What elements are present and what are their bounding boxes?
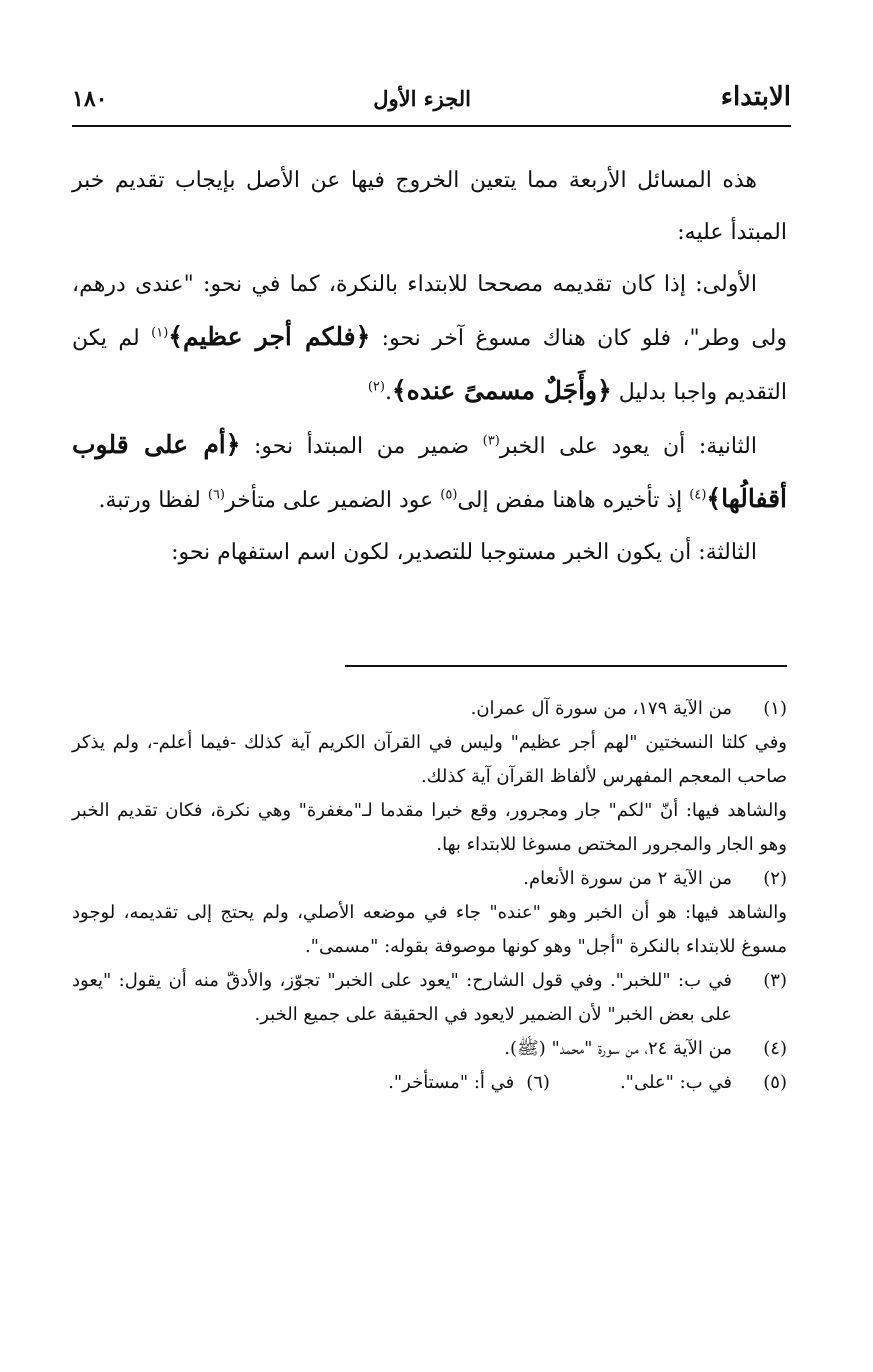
footnotes	[72, 692, 787, 1100]
footnote-ref: (٥)	[440, 487, 458, 503]
text-run: لم يكن التقديم واجبا بدليل	[72, 326, 787, 405]
footnote	[72, 964, 787, 1032]
footnote-ref: (٣)	[482, 433, 500, 449]
footnote-number: (٦)	[526, 1072, 550, 1093]
footnote-rule	[345, 665, 787, 667]
footnote-text: من الآية ٢ من سورة الأنعام.	[523, 868, 732, 889]
footnote-text: والشاهد فيها: هو أن الخبر وهو "عنده" جاء في موضعه الأصلي، ولم يحتج إلى تقديمه، لوجود مسوغ للابتداء بالنكرة "أجل" وهو كونها موصوفة بقوله: "مسمى".	[72, 902, 787, 957]
text-run: الأولى: إذا كان تقديمه مصححا للابتداء بالنكرة، كما في نحو: "عندى درهم، ولى وطر"، فلو كان هناك مسوغ آخر نحو:	[72, 272, 787, 351]
footnote-ref: (٤)	[689, 487, 707, 503]
spacer	[514, 1066, 526, 1100]
footnote-text: في ب: "للخبر". وفي قول الشارح: "يعود على الخبر" تجوّز، والأدقّ منه أن يقول: "يعود على بعض الخبر" لأن الضمير لايعود في الحقيقة على جميع الخبر.	[72, 970, 732, 1025]
footnote-number: (٣)	[763, 970, 787, 991]
main-text	[72, 155, 787, 579]
footnote	[72, 862, 787, 896]
page-number: ١٨٠	[72, 86, 108, 112]
quran-quote: ﴿وأَجَلٌ مسمىً عنده﴾	[391, 376, 612, 405]
paragraph-first	[72, 259, 787, 419]
text-run: .	[384, 380, 392, 405]
footnote-text: في ب: "على".	[619, 1072, 732, 1093]
text-run: إذ تأخيره هاهنا مفض إلى	[457, 488, 690, 513]
footnote-ref: (٢)	[367, 379, 385, 395]
text-run: ضمير من المبتدأ نحو:	[240, 434, 483, 459]
spacer	[550, 1066, 620, 1100]
footnote-number: (٥)	[763, 1072, 787, 1093]
page-header	[72, 82, 791, 122]
quran-quote: ﴿أم على قلوب أقفالُها﴾	[72, 430, 787, 513]
paragraph-third: الثالثة: أن يكون الخبر مستوجبا للتصدير، لكون اسم استفهام نحو:	[171, 540, 757, 565]
footnote-text: والشاهد فيها: أنّ "لكم" جار ومجرور، وقع خبرا مقدما لـ"مغفرة" وهي نكرة، فكان تقديم الخبر وهو الجار والمجرور المختص مسوغا للابتداء بها.	[72, 800, 787, 855]
footnote	[72, 692, 787, 726]
footnote-text: من الآية ٢٤، من سورة "محمد" (ﷺ).	[504, 1038, 732, 1059]
paragraph-second	[72, 419, 787, 527]
footnote-number: (٤)	[763, 1038, 787, 1059]
footnote	[72, 1032, 787, 1066]
footnote-text: من الآية ١٧٩، من سورة آل عمران.	[470, 698, 732, 719]
footnote-text: وفي كلتا النسختين "لهم أجر عظيم" وليس في القرآن الكريم آية كذلك -فيما أعلم-، ولم يذكر صاحب المعجم المفهرس لألفاظ القرآن آية كذلك.	[72, 732, 787, 787]
text-run: الثانية: أن يعود على الخبر	[499, 434, 757, 459]
footnote-number: (١)	[763, 698, 787, 719]
quran-quote: ﴿فلكم أجر عظيم﴾	[168, 322, 371, 351]
footnote-number: (٢)	[763, 868, 787, 889]
text-run: لفظا ورتبة.	[98, 488, 208, 513]
footnote-ref: (٦)	[207, 487, 225, 503]
section-title: الابتداء	[720, 82, 791, 112]
text-run: عود الضمير على متأخر	[225, 488, 441, 513]
paragraph-intro: هذه المسائل الأربعة مما يتعين الخروج فيها عن الأصل بإيجاب تقديم خبر المبتدأ عليه:	[72, 168, 787, 245]
header-rule	[72, 125, 791, 127]
footnote-ref: (١)	[151, 325, 169, 341]
footnote-text: في أ: "مستأخر".	[388, 1072, 515, 1093]
part-title: الجزء الأول	[373, 86, 471, 111]
footnote-row	[72, 1066, 787, 1100]
